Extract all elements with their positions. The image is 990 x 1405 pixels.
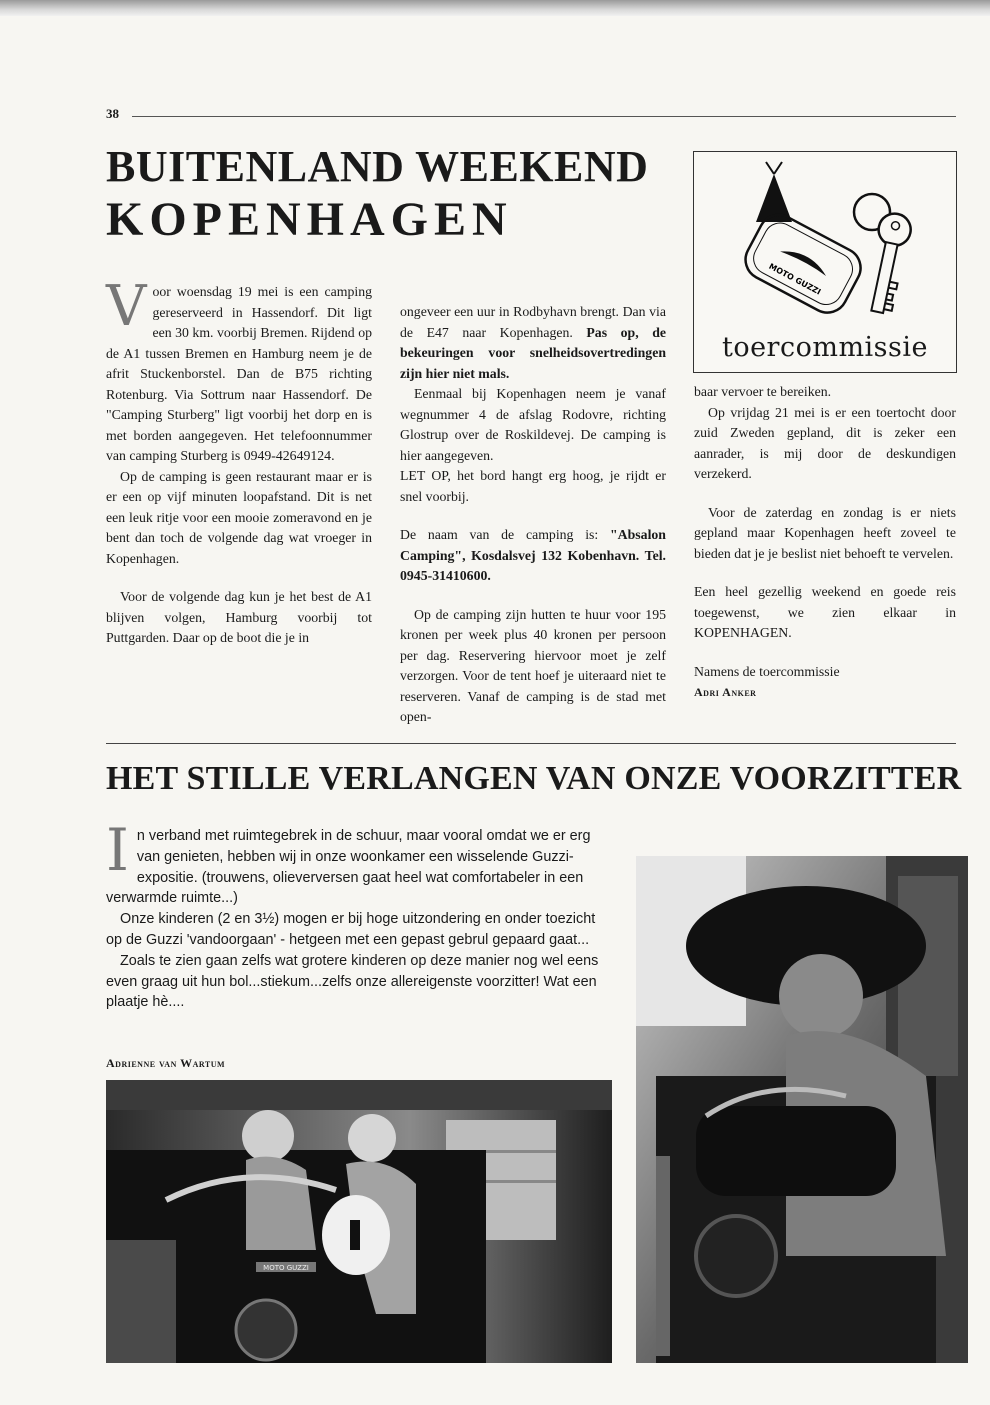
paragraph: n verband met ruimtegebrek in de schuur, maar vooral omdat we er erg van genieten, hebben wij in onze woonkamer een wisselende Guzzi-expositie. (trouwens, olieverversen gaat heel wat comfortabeler in een verwarmde ruimte...) xyxy=(106,828,591,907)
text-run: ongeveer een uur in Rodbyhavn brengt. Dan via de E47 naar Kopenhagen. xyxy=(400,304,666,340)
paragraph: Zoals te zien gaan zelfs wat grotere kinderen op deze manier nog wel eens even graag uit hun bol...stiekum...zelfs onze allereigenste voorzitter! Wat een plaatje hè.... xyxy=(106,952,599,1011)
paragraph: Een heel gezellig weekend en goede reis toegewenst, we zien elkaar in KOPENHAGEN. xyxy=(694,584,956,640)
signoff: Namens de toercommissie xyxy=(694,663,840,679)
article2-author: Adrienne van Wartum xyxy=(106,1056,226,1070)
paragraph: Voor de volgende dag kun je het best de A1 blijven volgen, Hamburg voorbij tot Puttgarden. Daar op de boot die je in xyxy=(106,589,372,645)
section-divider xyxy=(106,743,956,744)
paragraph xyxy=(400,302,666,384)
photo-children-on-motorcycle xyxy=(106,1080,612,1363)
article1-title-line2: KOPENHAGEN xyxy=(106,193,513,246)
article1-column-2 xyxy=(400,302,666,728)
article1-column-3 xyxy=(694,382,956,703)
warning-text: Pas op, de bekeuringen voor snelheidsovertredingen zijn hier niet mals. xyxy=(400,324,666,381)
paragraph: LET OP, het bord hangt erg hoog, je rijdt er snel voorbij. xyxy=(400,468,666,504)
paragraph: Onze kinderen (2 en 3½) mogen er bij hoge uitzondering en onder toezicht op de Guzzi 'vandoorgaan' - hetgeen met een gepast gebrul gepaard gaat... xyxy=(106,911,596,948)
scan-top-edge xyxy=(0,0,990,16)
page-number: 38 xyxy=(106,106,119,121)
paragraph xyxy=(400,525,666,587)
logo-caption: toercommissie xyxy=(721,332,929,363)
text-run: De naam van de camping is: xyxy=(400,527,611,542)
article2-title: HET STILLE VERLANGEN VAN ONZE VOORZITTER xyxy=(106,760,962,797)
article1-column-1 xyxy=(106,274,372,649)
toercommissie-logo xyxy=(693,151,957,373)
camping-address: "Absalon Camping", Kosdalsvej 132 Kobenhavn. Tel. 0945-31410600. xyxy=(400,527,666,583)
paragraph: Op de camping zijn hutten te huur voor 195 kronen per week plus 40 kronen per persoon per dag. Reservering hiervoor moet je zelf verzorgen. Voor de tent hoef je uiteraard niet te reserveren. Vanaf de camping is de stad met open- xyxy=(400,606,666,724)
paragraph: baar vervoer te bereiken. xyxy=(694,384,832,399)
drop-cap: V xyxy=(106,274,147,339)
paragraph: Op de camping is geen restaurant maar er is er een op vijf minuten loopafstand. Dit is net een leuk ritje voor een mooie zomeravond en je bent dan toch de volgende dag wat vroeger in Kopenhagen. xyxy=(106,468,372,566)
article1-title-line1: BUITENLAND WEEKEND xyxy=(106,142,649,191)
header-rule xyxy=(132,116,956,117)
svg-text:MOTO GUZZI: MOTO GUZZI xyxy=(263,1264,309,1272)
tent-keytag-key-icon xyxy=(694,152,956,332)
author: Adri Anker xyxy=(694,685,757,699)
paragraph: Voor de zaterdag en zondag is er niets gepland maar Kopenhagen heeft zoveel te bieden dat je je beslist niet behoeft te vervelen. xyxy=(694,504,956,561)
paragraph: Eenmaal bij Kopenhagen neem je vanaf wegnummer 4 de afslag Rodovre, richting Glostrup over de Roskildevej. De camping is hier aangegeven. xyxy=(400,386,666,463)
paragraph: Op vrijdag 21 mei is er een toertocht door zuid Zweden gepland, dit is zeker een aanrader, is mij door de deskundigen verzekerd. xyxy=(694,404,956,481)
paragraph: oor woensdag 19 mei is een camping gereserveerd in Hassendorf. Dit ligt een 30 km. voorbij Bremen. Rijdend op de A1 tussen Bremen en Hamburg neem je de afrit Stuckenborstel. Dan de B75 richting Rotenburg. Via Sottrum naar Hassendorf. De "Camping Sturberg" ligt voorbij het dorp en is met borden aangegeven. Het telefoonnummer van camping Sturberg is 0949-42649124. xyxy=(106,284,372,463)
drop-cap: I xyxy=(106,816,129,884)
photo-chairman-on-motorcycle xyxy=(636,856,968,1363)
svg-text:MOTO GUZZI: MOTO GUZZI xyxy=(767,261,823,297)
article2-body xyxy=(106,816,610,1013)
